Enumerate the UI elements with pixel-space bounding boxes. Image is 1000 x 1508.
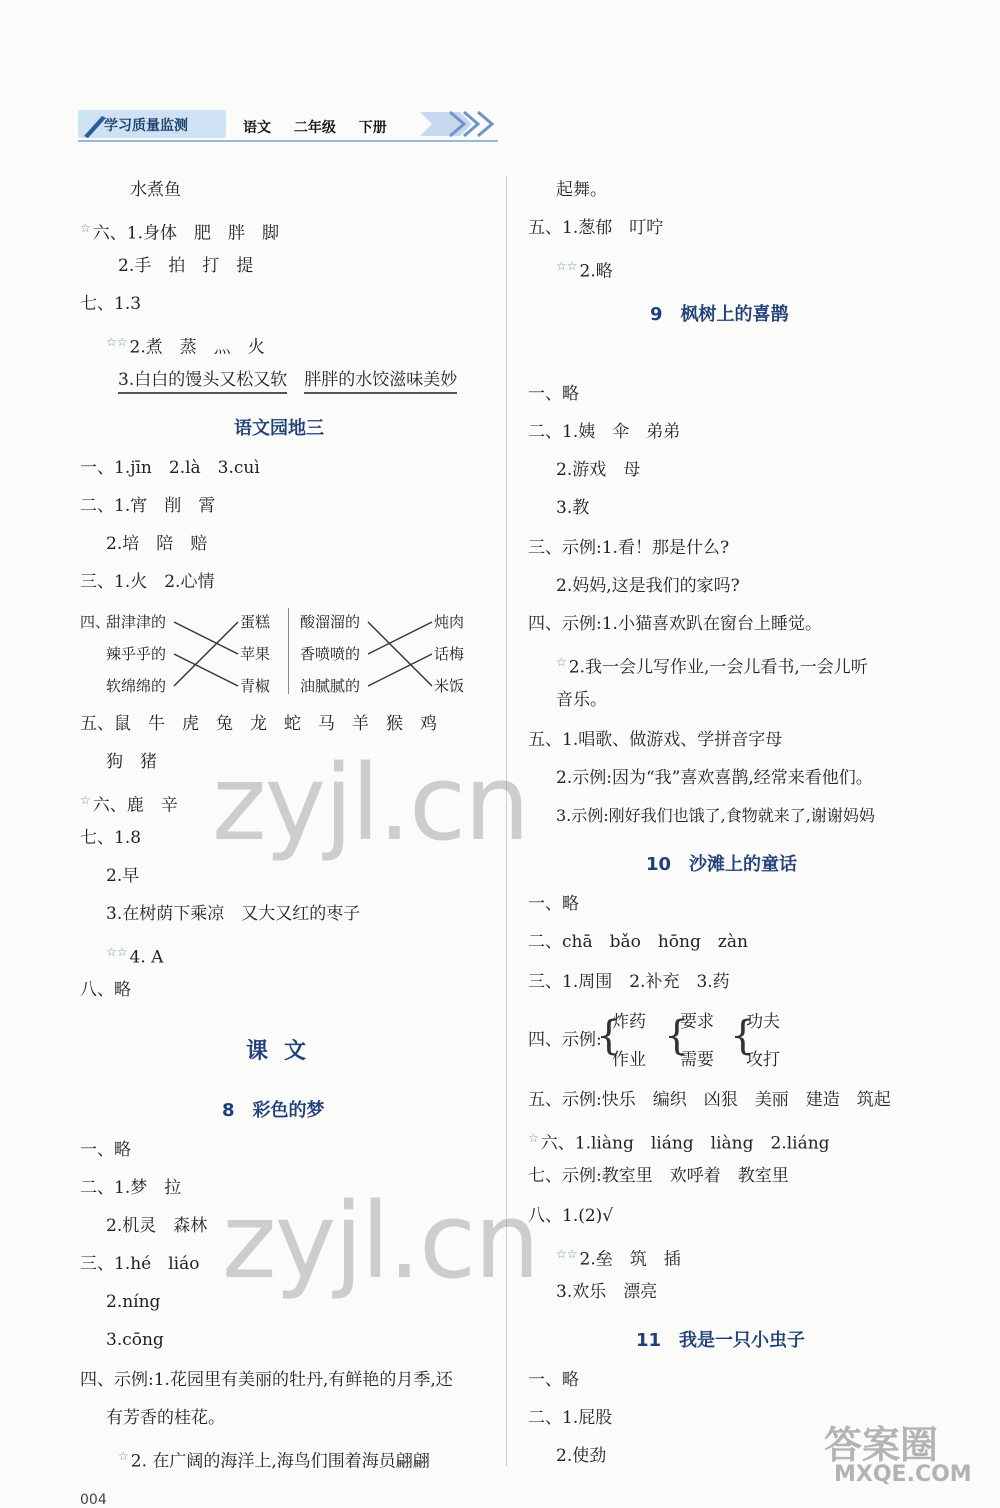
answer-line: 二、1.屁股 <box>528 1408 613 1428</box>
header-rule <box>78 140 498 142</box>
answer-line: 2.妈妈,这是我们的家吗? <box>556 576 740 596</box>
answer-line: 五、1.葱郁 叮咛 <box>528 218 664 238</box>
star-icon: ☆☆ <box>106 335 128 349</box>
star-icon: ☆ <box>80 221 91 235</box>
answer-line: 七、示例:教室里 欢呼着 教室里 <box>528 1166 789 1186</box>
watermark: zyjl.cn <box>222 1180 539 1302</box>
answer-line: 一、略 <box>528 1370 579 1390</box>
volume: 下册 <box>358 120 387 136</box>
answer-line: ☆☆ 2.煮 蒸 灬 火 <box>106 335 265 358</box>
star-icon: ☆☆ <box>556 259 578 273</box>
answer-word: 需要 <box>680 1050 714 1070</box>
match-item: 酸溜溜的 <box>300 613 361 631</box>
answer-line: 三、1.周围 2.补充 3.药 <box>528 972 730 992</box>
answer-line: ☆ 2.我一会儿写作业,一会儿看书,一会儿听 <box>556 655 868 678</box>
answer-line: 一、略 <box>528 384 579 404</box>
answer-line: ☆ 2. 在广阔的海洋上,海鸟们围着海员翩翩 <box>118 1449 430 1472</box>
answer-line: 二、1.梦 拉 <box>80 1178 182 1198</box>
match-item: 辣乎乎的 <box>106 645 167 663</box>
answer-line: 2.培 陪 赔 <box>106 534 208 554</box>
answer-line: 五、1.唱歌、做游戏、学拼音字母 <box>528 730 783 750</box>
lesson-heading: 9 枫树上的喜鹊 <box>650 304 789 325</box>
match-item: 甜津津的 <box>106 613 167 631</box>
star-icon: ☆☆ <box>556 1247 578 1261</box>
star-icon: ☆ <box>528 1131 539 1145</box>
match-item: 炖肉 <box>434 613 465 631</box>
match-item: 油腻腻的 <box>300 677 361 695</box>
match-lines <box>366 612 436 702</box>
series-badge <box>78 110 226 138</box>
answer-line: ☆☆ 4. A <box>106 945 164 968</box>
lesson-heading: 8 彩色的梦 <box>222 1100 325 1121</box>
match-item: 苹果 <box>240 645 271 663</box>
match-item: 蛋糕 <box>240 613 271 631</box>
match-item: 米饭 <box>434 677 465 695</box>
section-heading: 语文园地三 <box>234 418 324 439</box>
answer-line: 2.示例:因为“我”喜欢喜鹊,经常来看他们。 <box>556 768 873 788</box>
answer-line: 水煮鱼 <box>130 180 181 200</box>
answer-line: ☆☆ 2.略 <box>556 259 613 282</box>
answer-line: 3.在树荫下乘凉 又大又红的枣子 <box>106 904 361 924</box>
brace-symbol: { <box>664 1013 690 1059</box>
answer-line: ☆ 六、1.身体 肥 胖 脚 <box>80 221 279 244</box>
answer-line: 3.cōng <box>106 1330 164 1350</box>
answer-line: 五、鼠 牛 虎 兔 龙 蛇 马 羊 猴 鸡 <box>80 714 437 734</box>
answer-word: 要求 <box>680 1012 714 1032</box>
grade: 二年级 <box>293 120 336 136</box>
answer-line: 一、略 <box>528 894 579 914</box>
answer-line: 八、略 <box>80 980 131 1000</box>
match-prefix: 四、 <box>80 613 111 631</box>
answer-line: 3.欢乐 漂亮 <box>556 1282 658 1302</box>
answer-line: 二、1.姨 伞 弟弟 <box>528 422 681 442</box>
answer-line: 3.示例:刚好我们也饿了,食物就来了,谢谢妈妈 <box>556 806 875 825</box>
answer-line: 3.教 <box>556 498 590 518</box>
answer-line: 2.机灵 森林 <box>106 1216 208 1236</box>
star-icon: ☆ <box>556 655 567 669</box>
match-item: 香喷喷的 <box>300 645 361 663</box>
match-item: 青椒 <box>240 677 271 695</box>
answer-line: 一、1.jīn 2.là 3.cuì <box>80 458 260 478</box>
answer-line: 二、chā bǎo hōng zàn <box>528 932 748 952</box>
logo-text: 答案圈 <box>824 1423 939 1467</box>
subject: 语文 <box>243 120 271 136</box>
answer-line: 狗 猪 <box>106 752 157 772</box>
brace-symbol: { <box>730 1013 756 1059</box>
answer-word: 功夫 <box>746 1012 780 1032</box>
match-item: 软绵绵的 <box>106 677 167 695</box>
match-separator <box>288 608 289 694</box>
star-icon: ☆ <box>80 793 91 807</box>
answer-line: 五、示例:快乐 编织 凶狠 美丽 建造 筑起 <box>528 1090 891 1110</box>
answer-line: 2.游戏 母 <box>556 460 641 480</box>
site-logo <box>820 1414 990 1496</box>
chevron-arrows-icon <box>420 110 500 138</box>
watermark: zyjl.cn <box>212 742 529 864</box>
lesson-heading: 10 沙滩上的童话 <box>646 854 798 875</box>
answer-line: 二、1.宵 削 霄 <box>80 496 216 516</box>
answer-line: 起舞。 <box>556 180 607 200</box>
answer-line: ☆☆ 2.垒 筑 插 <box>556 1247 681 1270</box>
answer-line: 七、1.3 <box>80 294 142 314</box>
match-item: 话梅 <box>434 645 465 663</box>
lesson-heading: 11 我是一只小虫子 <box>636 1330 806 1351</box>
answer-line: 四、示例:1.花园里有美丽的牡丹,有鲜艳的月季,还 <box>80 1370 453 1390</box>
answer-line: 2.手 拍 打 提 <box>118 256 254 276</box>
book-info <box>243 117 405 137</box>
answer-word: 炸药 <box>612 1012 646 1032</box>
star-icon: ☆☆ <box>106 945 128 959</box>
series-title: 学习质量监测 <box>104 118 188 134</box>
answer-line: 四、示例:1.小猫喜欢趴在窗台上睡觉。 <box>528 614 822 634</box>
brace-symbol: { <box>596 1013 622 1059</box>
answer-prefix: 四、示例: <box>528 1030 602 1050</box>
answer-line: 有芳香的桂花。 <box>106 1408 225 1428</box>
answer-line: 2.早 <box>106 866 140 886</box>
page-header <box>78 106 498 142</box>
answer-line: 三、1.hé liáo <box>80 1254 200 1274</box>
answer-word: 攻打 <box>746 1050 780 1070</box>
section-heading: 课文 <box>246 1039 323 1064</box>
page-number: 004 <box>80 1492 107 1508</box>
logo-domain: MXQE.COM <box>834 1462 972 1487</box>
answer-line: ☆ 六、鹿 辛 <box>80 793 178 816</box>
answer-line: 三、示例:1.看！那是什么? <box>528 538 730 558</box>
answer-line: 2.níng <box>106 1292 161 1312</box>
match-lines <box>172 612 242 702</box>
answer-line: 3.白白的馒头又松又软 胖胖的水饺滋味美妙 <box>118 370 457 390</box>
answer-line: ☆ 六、1.liàng liáng liàng 2.liáng <box>528 1131 830 1154</box>
answer-line: 一、略 <box>80 1140 131 1160</box>
answer-line: 三、1.火 2.心情 <box>80 572 215 592</box>
star-icon: ☆ <box>118 1449 129 1463</box>
answer-word: 作业 <box>612 1050 646 1070</box>
answer-line: 2.使劲 <box>556 1446 607 1466</box>
answer-line: 七、1.8 <box>80 828 142 848</box>
answer-line: 八、1.(2)√ <box>528 1206 614 1226</box>
answer-line: 音乐。 <box>556 690 607 710</box>
